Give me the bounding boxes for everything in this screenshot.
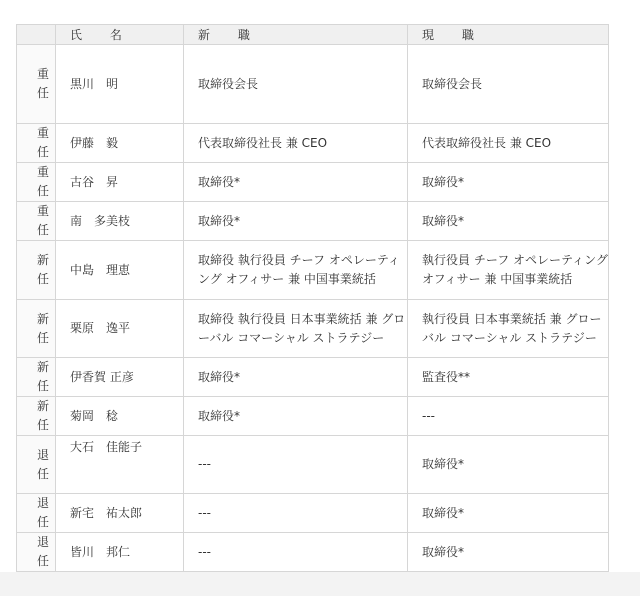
table-header-row bbox=[17, 25, 609, 45]
new-post-cell: --- bbox=[184, 436, 408, 494]
table-row bbox=[17, 300, 609, 358]
table-row bbox=[17, 163, 609, 202]
header-current-post: 現 職 bbox=[408, 25, 609, 45]
table-row bbox=[17, 494, 609, 533]
table-row bbox=[17, 45, 609, 124]
table-row bbox=[17, 202, 609, 241]
new-post-cell: 代表取締役社長 兼 CEO bbox=[184, 124, 408, 163]
status-cell: 重任 bbox=[17, 45, 56, 124]
current-post-cell: 執行役員 チーフ オペレーティング オフィサー 兼 中国事業統括 bbox=[408, 241, 609, 300]
table-row bbox=[17, 124, 609, 163]
status-cell: 新任 bbox=[17, 358, 56, 397]
status-cell: 退任 bbox=[17, 494, 56, 533]
current-post-cell: 代表取締役社長 兼 CEO bbox=[408, 124, 609, 163]
name-cell: 伊香賀 正彦 bbox=[56, 358, 184, 397]
current-post-cell: 監査役** bbox=[408, 358, 609, 397]
new-post-cell: --- bbox=[184, 533, 408, 572]
new-post-cell: 取締役* bbox=[184, 358, 408, 397]
name-cell: 黒川 明 bbox=[56, 45, 184, 124]
name-cell: 伊藤 毅 bbox=[56, 124, 184, 163]
name-cell: 南 多美枝 bbox=[56, 202, 184, 241]
new-post-cell: 取締役 執行役員 チーフ オペレーティング オフィサー 兼 中国事業統括 bbox=[184, 241, 408, 300]
name-cell: 古谷 昇 bbox=[56, 163, 184, 202]
name-cell: 新宅 祐太郎 bbox=[56, 494, 184, 533]
current-post-cell: 取締役* bbox=[408, 436, 609, 494]
new-post-cell: 取締役会長 bbox=[184, 45, 408, 124]
status-cell: 重任 bbox=[17, 163, 56, 202]
name-cell: 皆川 邦仁 bbox=[56, 533, 184, 572]
table-row bbox=[17, 436, 609, 494]
name-cell: 菊岡 稔 bbox=[56, 397, 184, 436]
current-post-cell: --- bbox=[408, 397, 609, 436]
current-post-cell: 取締役* bbox=[408, 494, 609, 533]
header-status bbox=[17, 25, 56, 45]
name-cell: 栗原 逸平 bbox=[56, 300, 184, 358]
status-cell: 新任 bbox=[17, 241, 56, 300]
new-post-cell: 取締役* bbox=[184, 202, 408, 241]
name-cell: 中島 理恵 bbox=[56, 241, 184, 300]
current-post-cell: 執行役員 日本事業統括 兼 グローバル コマーシャル ストラテジー bbox=[408, 300, 609, 358]
header-name: 氏 名 bbox=[56, 25, 184, 45]
new-post-cell: --- bbox=[184, 494, 408, 533]
table-row bbox=[17, 358, 609, 397]
new-post-cell: 取締役* bbox=[184, 397, 408, 436]
status-cell: 重任 bbox=[17, 124, 56, 163]
current-post-cell: 取締役* bbox=[408, 533, 609, 572]
status-cell: 退任 bbox=[17, 436, 56, 494]
status-cell: 新任 bbox=[17, 300, 56, 358]
status-cell: 重任 bbox=[17, 202, 56, 241]
new-post-cell: 取締役 執行役員 日本事業統括 兼 グローバル コマーシャル ストラテジー bbox=[184, 300, 408, 358]
new-post-cell: 取締役* bbox=[184, 163, 408, 202]
current-post-cell: 取締役* bbox=[408, 163, 609, 202]
current-post-cell: 取締役会長 bbox=[408, 45, 609, 124]
board-roster-table bbox=[16, 24, 609, 572]
header-new-post: 新 職 bbox=[184, 25, 408, 45]
name-cell: 大石 佳能子 bbox=[56, 436, 184, 494]
status-cell: 退任 bbox=[17, 533, 56, 572]
table-row bbox=[17, 241, 609, 300]
current-post-cell: 取締役* bbox=[408, 202, 609, 241]
table-row bbox=[17, 533, 609, 572]
status-cell: 新任 bbox=[17, 397, 56, 436]
table-row bbox=[17, 397, 609, 436]
